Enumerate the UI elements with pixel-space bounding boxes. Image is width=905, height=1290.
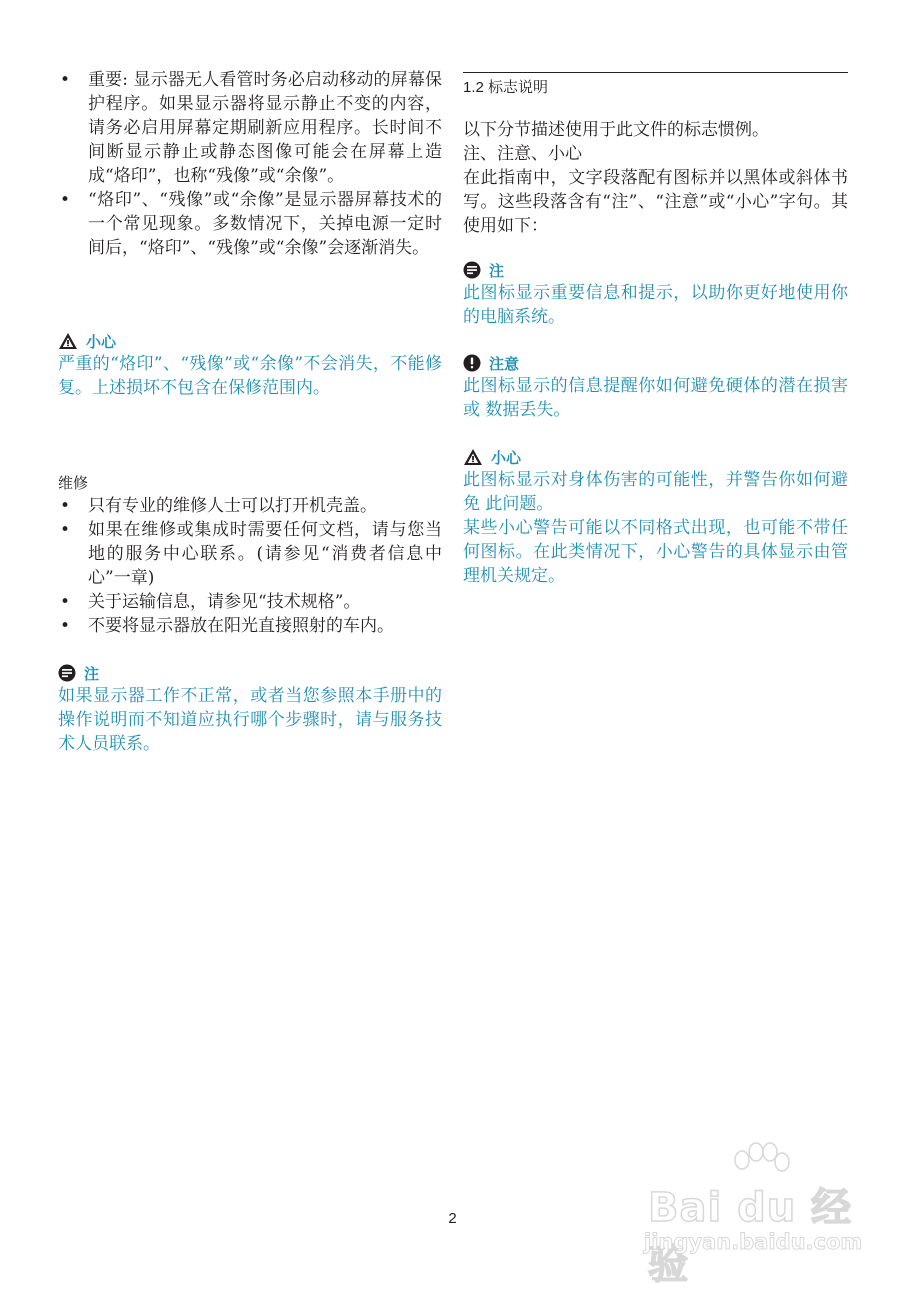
caution-callout — [463, 446, 848, 588]
section-rule — [463, 72, 848, 73]
attention-callout — [463, 352, 848, 422]
note-title: 注 — [84, 664, 100, 683]
page-number: 2 — [448, 1210, 457, 1227]
maintenance-heading: 维修 — [58, 475, 89, 492]
caution-callout — [58, 330, 442, 400]
list-item: • 如果在维修或集成时需要任何文档，请与您当地的服务中心联系。(请参见“消费者信息中心”一章) — [60, 520, 442, 588]
maintenance-bullet-list — [58, 494, 442, 638]
baidu-watermark — [640, 1140, 870, 1288]
list-item: • 重要: 显示器无人看管时务必启动移动的屏幕保护程序。如果显示器将显示静止不变的内容，请务必启用屏幕定期刷新应用程序。长时间不间断显示静止或静态图像可能会在屏幕上造成“烙印”，也称“残像”或“余像”。 — [60, 70, 442, 186]
warning-triangle-icon — [463, 448, 483, 466]
list-item: • 关于运输信息，请参见“技术规格”。 — [60, 592, 361, 612]
section-subheading: 注、注意、小心 — [463, 144, 582, 164]
caution-title: 小心 — [86, 332, 117, 351]
section-description: 在此指南中，文字段落配有图标并以黑体或斜体书写。这些段落含有“注”、“注意”或“小心”字句。其使用如下： — [463, 168, 848, 236]
intro-bullet-list — [58, 68, 442, 260]
list-item: • “烙印”、“残像”或“余像”是显示器屏幕技术的一个常见现象。多数情况下，关掉电源一定时间后，“烙印”、“残像”或“余像”会逐渐消失。 — [60, 190, 442, 258]
note-callout — [58, 662, 442, 756]
section-intro: 以下分节描述使用于此文件的标志惯例。 — [463, 120, 769, 140]
caution-title: 小心 — [491, 448, 522, 467]
list-item: • 不要将显示器放在阳光直接照射的车内。 — [60, 616, 394, 636]
caution-text-2: 某些小心警告可能以不同格式出现，也可能不带任何图标。在此类情况下，小心警告的具体显示由管理机关规定。 — [463, 518, 848, 586]
note-title: 注 — [489, 261, 505, 280]
note-text: 如果显示器工作不正常，或者当您参照本手册中的操作说明而不知道应执行哪个步骤时，请与服务技术人员联系。 — [58, 686, 442, 754]
watermark-url-text: jingyan.baidu.com — [644, 1230, 863, 1254]
note-icon — [463, 261, 481, 279]
caution-text: 严重的“烙印”、“残像”或“余像”不会消失，不能修复。上述损坏不包含在保修范围内。 — [58, 354, 442, 398]
attention-title: 注意 — [489, 354, 520, 373]
exclamation-icon — [463, 354, 481, 372]
attention-text: 此图标显示的信息提醒你如何避免硬体的潜在损害或 数据丢失。 — [463, 376, 848, 420]
warning-triangle-icon — [58, 332, 78, 350]
section-title: 1.2 标志说明 — [463, 79, 549, 96]
note-callout — [463, 259, 848, 329]
list-item: • 只有专业的维修人士可以打开机壳盖。 — [60, 496, 377, 516]
watermark-main-text: Bai du 经验 — [648, 1185, 853, 1288]
note-text: 此图标显示重要信息和提示，以助你更好地使用你 的电脑系统。 — [463, 283, 848, 327]
note-icon — [58, 664, 76, 682]
caution-text-1: 此图标显示对身体伤害的可能性，并警告你如何避免 此问题。 — [463, 470, 848, 514]
